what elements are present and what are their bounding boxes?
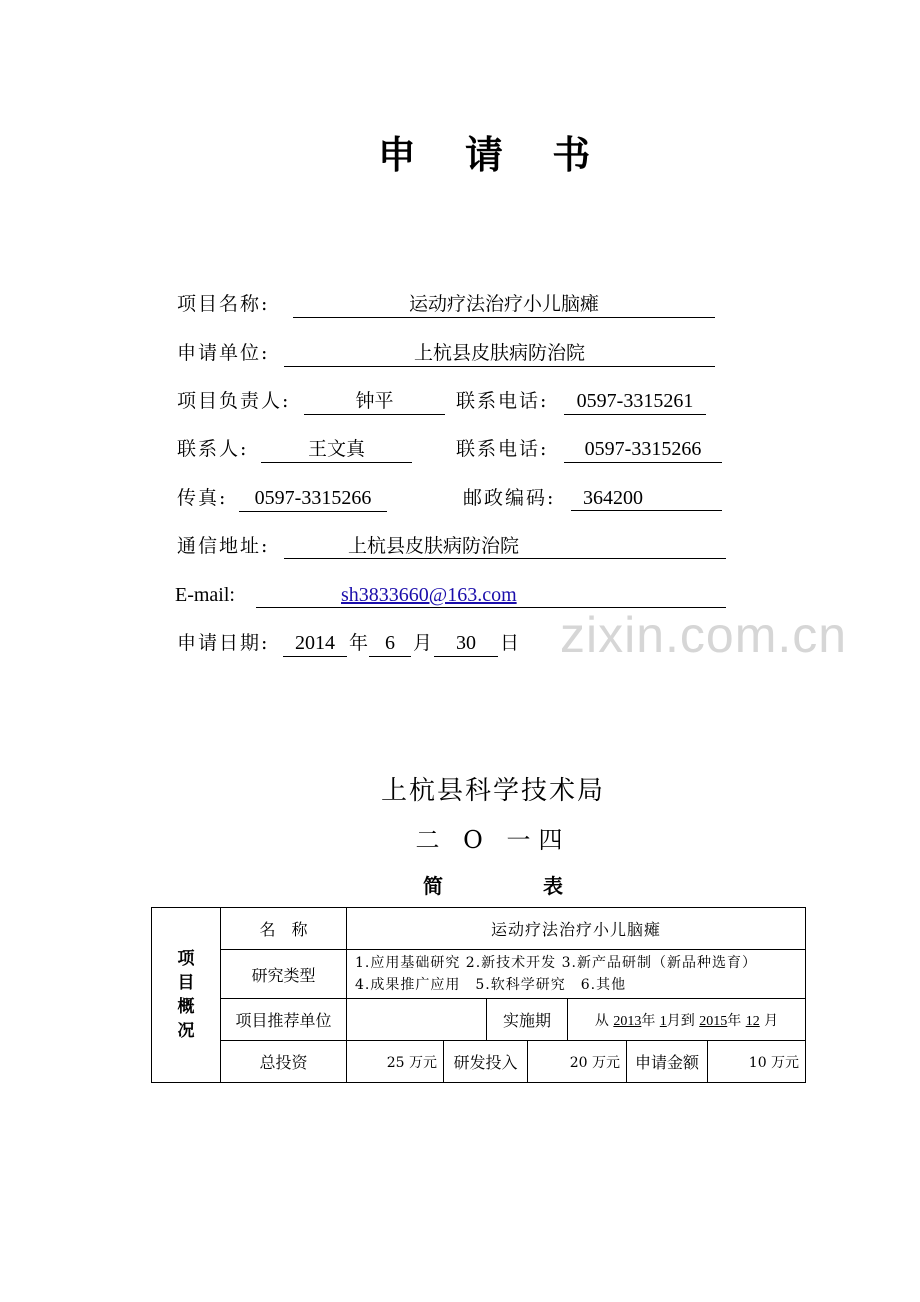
period-start-year: 2013 xyxy=(613,1013,642,1029)
type-options-line1: 1.应用基础研究 2.新技术开发 3.新产品研制（新品种选育） xyxy=(355,955,757,971)
organization: 上杭县科学技术局 xyxy=(380,776,605,806)
type-options-line2: 4.成果推广应用 5.软科学研究 6.其他 xyxy=(355,977,627,993)
email-label: E-mail: xyxy=(175,584,235,606)
contact-phone-label: 联系电话: xyxy=(456,438,549,460)
project-name-field[interactable]: 运动疗法治疗小儿脑瘫 xyxy=(293,291,715,318)
year-text: 二 O 一四 xyxy=(415,826,571,854)
table-title-left: 简 xyxy=(423,874,443,898)
period-label-cell: 实施期 xyxy=(487,999,568,1041)
address-label: 通信地址: xyxy=(177,535,270,557)
email-field[interactable] xyxy=(256,582,726,608)
fax-field[interactable]: 0597-3315266 xyxy=(239,485,387,512)
period-end-year: 2015 xyxy=(699,1013,728,1029)
contact-label: 联系人: xyxy=(177,438,249,460)
type-options-cell[interactable] xyxy=(347,950,806,999)
recommend-label-cell: 项目推荐单位 xyxy=(221,999,347,1041)
watermark: zixin.com.cn xyxy=(560,607,848,663)
postcode-field[interactable]: 364200 xyxy=(571,485,722,511)
contact-phone-field[interactable]: 0597-3315266 xyxy=(564,436,722,463)
applicant-unit-field[interactable]: 上杭县皮肤病防治院 xyxy=(284,340,715,367)
date-day-unit: 日 xyxy=(500,632,522,654)
date-month-unit: 月 xyxy=(413,632,435,654)
applicant-unit-label: 申请单位: xyxy=(177,342,270,364)
type-label-cell: 研究类型 xyxy=(221,950,347,999)
project-name-label: 项目名称: xyxy=(177,293,270,315)
address-field[interactable]: 上杭县皮肤病防治院 xyxy=(284,533,726,559)
postcode-label: 邮政编码: xyxy=(463,487,556,509)
period-end-month: 12 xyxy=(745,1013,760,1029)
table-title-right: 表 xyxy=(543,874,563,898)
date-day-field[interactable]: 30 xyxy=(434,630,498,657)
date-year-field[interactable]: 2014 xyxy=(283,630,347,657)
date-label: 申请日期: xyxy=(177,632,270,654)
period-start-month: 1 xyxy=(659,1013,667,1029)
page-title: 申 请 书 xyxy=(377,133,609,177)
summary-table xyxy=(151,907,806,1083)
fax-label: 传真: xyxy=(177,487,228,509)
date-month-field[interactable]: 6 xyxy=(369,630,411,657)
name-label-cell: 名 称 xyxy=(221,908,347,950)
email-link[interactable]: sh3833660@163.com xyxy=(341,584,517,606)
invest-label-cell: 总投资 xyxy=(221,1041,347,1083)
invest-value-cell[interactable]: 25 万元 xyxy=(347,1041,444,1083)
apply-value-cell[interactable]: 10 万元 xyxy=(708,1041,806,1083)
rd-value-cell[interactable]: 20 万元 xyxy=(528,1041,627,1083)
contact-field[interactable]: 王文真 xyxy=(261,436,412,463)
rd-label-cell: 研发投入 xyxy=(444,1041,528,1083)
leader-phone-label: 联系电话: xyxy=(456,390,549,412)
project-overview-side-label: 项 目 概 况 xyxy=(152,908,221,1083)
recommend-value-cell[interactable] xyxy=(347,999,487,1041)
apply-label-cell: 申请金额 xyxy=(627,1041,708,1083)
period-value-cell[interactable]: 从 2013年 1月到 2015年 12 月 xyxy=(568,999,806,1041)
leader-phone-field[interactable]: 0597-3315261 xyxy=(564,388,706,415)
leader-field[interactable]: 钟平 xyxy=(304,388,445,415)
name-value-cell[interactable]: 运动疗法治疗小儿脑瘫 xyxy=(347,908,806,950)
leader-label: 项目负责人: xyxy=(177,390,291,412)
date-year-unit: 年 xyxy=(349,632,371,654)
